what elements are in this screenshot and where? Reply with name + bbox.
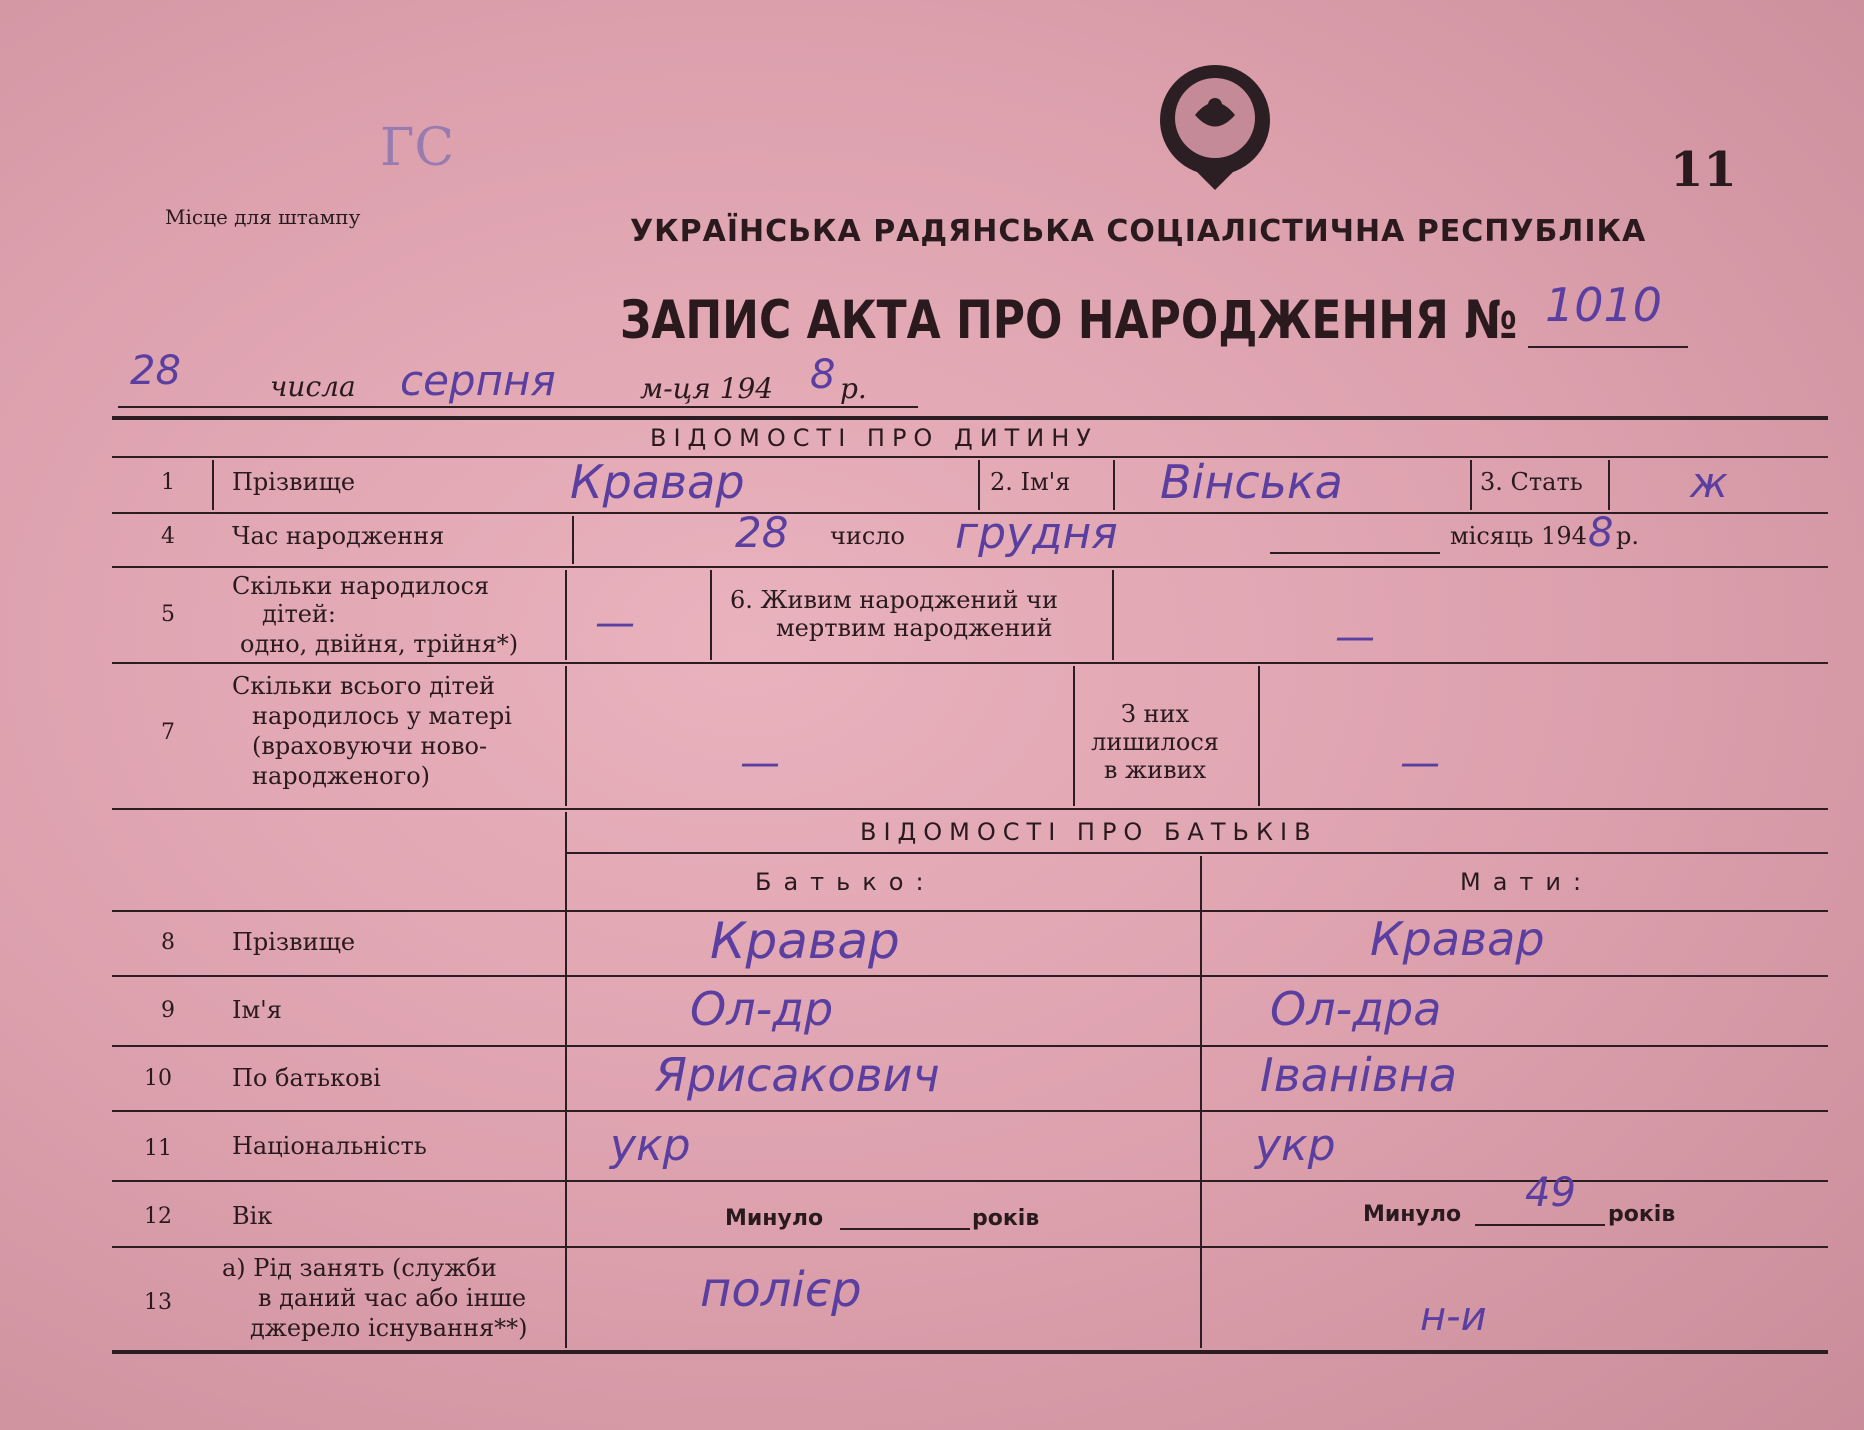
parent-patronymic-label: По батькові bbox=[232, 1064, 381, 1092]
alive-children-label-3: в живих bbox=[1103, 756, 1207, 784]
mother-name-value: Ол-дра bbox=[1270, 982, 1442, 1036]
child-name-value: Вінська bbox=[1160, 455, 1343, 509]
father-column-label: Батько: bbox=[755, 868, 936, 896]
page-number: 11 bbox=[1670, 142, 1737, 198]
table-bottom-rule bbox=[112, 1350, 1828, 1354]
parents-section-heading: ВІДОМОСТІ ПРО БАТЬКІВ bbox=[860, 818, 1318, 846]
mother-column-label: Мати: bbox=[1460, 868, 1594, 896]
mother-age-years-label: років bbox=[1608, 1202, 1676, 1227]
birth-year-suffix: р. bbox=[1616, 522, 1639, 550]
alive-born-label-1: 6. Живим народжений чи bbox=[730, 586, 1058, 614]
parent-age-label: Вік bbox=[232, 1202, 273, 1230]
parent-surname-label: Прізвище bbox=[232, 928, 356, 956]
birth-year-digit: 8 bbox=[1588, 510, 1614, 556]
child-name-label: 2. Ім'я bbox=[990, 468, 1071, 496]
child-section-heading: ВІДОМОСТІ ПРО ДИТИНУ bbox=[650, 424, 1098, 452]
mother-nationality-value: укр bbox=[1255, 1120, 1336, 1171]
row-number: 10 bbox=[144, 1066, 172, 1091]
mother-age-value: 49 bbox=[1525, 1170, 1576, 1216]
row-number: 1 bbox=[161, 470, 175, 495]
row-number: 11 bbox=[144, 1136, 172, 1161]
alive-children-label-2: лишилося bbox=[1091, 728, 1219, 756]
birth-count-label-1: Скільки народилося bbox=[232, 572, 490, 600]
birth-count-label-2: дітей: bbox=[262, 600, 337, 628]
row-number: 9 bbox=[161, 998, 175, 1023]
date-day-label: числа bbox=[270, 370, 356, 403]
table-top-rule bbox=[112, 416, 1828, 420]
date-day: 28 bbox=[130, 348, 181, 394]
total-children-label-4: народженого) bbox=[252, 762, 431, 790]
date-year-digit: 8 bbox=[810, 352, 836, 398]
child-sex-value: ж bbox=[1690, 458, 1728, 507]
father-name-value: Ол-др bbox=[690, 982, 834, 1036]
occupation-label-3: джерело існування**) bbox=[250, 1314, 528, 1342]
date-line-rule bbox=[118, 406, 918, 408]
alive-born-label-2: мертвим народжений bbox=[776, 614, 1053, 642]
occupation-label-2: в даний час або інше bbox=[258, 1284, 527, 1312]
alive-children-value: — bbox=[1400, 740, 1440, 786]
occupation-label-1: а) Рід занять (служби bbox=[222, 1254, 497, 1282]
birth-count-label-3: одно, двійня, трійня*) bbox=[240, 630, 519, 658]
mother-occupation-value: н-и bbox=[1420, 1294, 1487, 1340]
child-sex-label: 3. Стать bbox=[1480, 468, 1583, 496]
child-surname-label: Прізвище bbox=[232, 468, 356, 496]
father-nationality-value: укр bbox=[610, 1120, 691, 1171]
row-number: 8 bbox=[161, 930, 175, 955]
row-number: 4 bbox=[161, 524, 175, 549]
record-number: 1010 bbox=[1545, 278, 1663, 332]
birth-month-value: грудня bbox=[955, 508, 1118, 559]
father-patronymic-value: Ярисакович bbox=[655, 1048, 940, 1102]
father-age-passed-label: Минуло bbox=[725, 1206, 824, 1231]
mother-surname-value: Кравар bbox=[1370, 912, 1545, 966]
mother-age-passed-label: Минуло bbox=[1363, 1202, 1462, 1227]
total-children-label-2: народилось у матері bbox=[252, 702, 512, 730]
parent-nationality-label: Національність bbox=[232, 1132, 427, 1160]
birth-count-value: — bbox=[595, 600, 635, 646]
parent-name-label: Ім'я bbox=[232, 996, 282, 1024]
father-age-years-label: років bbox=[972, 1206, 1040, 1231]
date-month-label: м-ця 194 bbox=[640, 372, 774, 405]
date-year-suffix: р. bbox=[840, 372, 867, 405]
row-number: 13 bbox=[144, 1290, 172, 1315]
mother-patronymic-value: Іванівна bbox=[1260, 1048, 1458, 1102]
row-number: 7 bbox=[161, 720, 175, 745]
alive-children-label-1: З них bbox=[1120, 700, 1190, 728]
row-number: 5 bbox=[161, 602, 175, 627]
total-children-value: — bbox=[740, 740, 780, 786]
record-number-line bbox=[1528, 346, 1688, 348]
alive-born-value: — bbox=[1335, 614, 1375, 660]
birth-day-value: 28 bbox=[735, 508, 789, 557]
birth-day-label: число bbox=[830, 522, 905, 550]
stamp-code: ГС bbox=[380, 118, 455, 178]
emblem-icon bbox=[1155, 60, 1275, 195]
republic-title: УКРАЇНСЬКА РАДЯНСЬКА СОЦІАЛІСТИЧНА РЕСПУБЛІКА bbox=[630, 214, 1647, 249]
total-children-label-1: Скільки всього дітей bbox=[232, 672, 496, 700]
father-occupation-value: полієр bbox=[700, 1262, 862, 1318]
stamp-place-label: Місце для штампу bbox=[165, 205, 361, 229]
date-month: серпня bbox=[400, 356, 556, 405]
total-children-label-3: (враховуючи ново- bbox=[252, 732, 488, 760]
father-surname-value: Кравар bbox=[710, 912, 900, 970]
child-surname-value: Кравар bbox=[570, 455, 745, 509]
birth-month-label: місяць 194 bbox=[1450, 522, 1587, 550]
birth-time-label: Час народження bbox=[232, 522, 445, 550]
row-number: 12 bbox=[144, 1204, 172, 1229]
page-title: ЗАПИС АКТА ПРО НАРОДЖЕННЯ № bbox=[620, 290, 1518, 352]
